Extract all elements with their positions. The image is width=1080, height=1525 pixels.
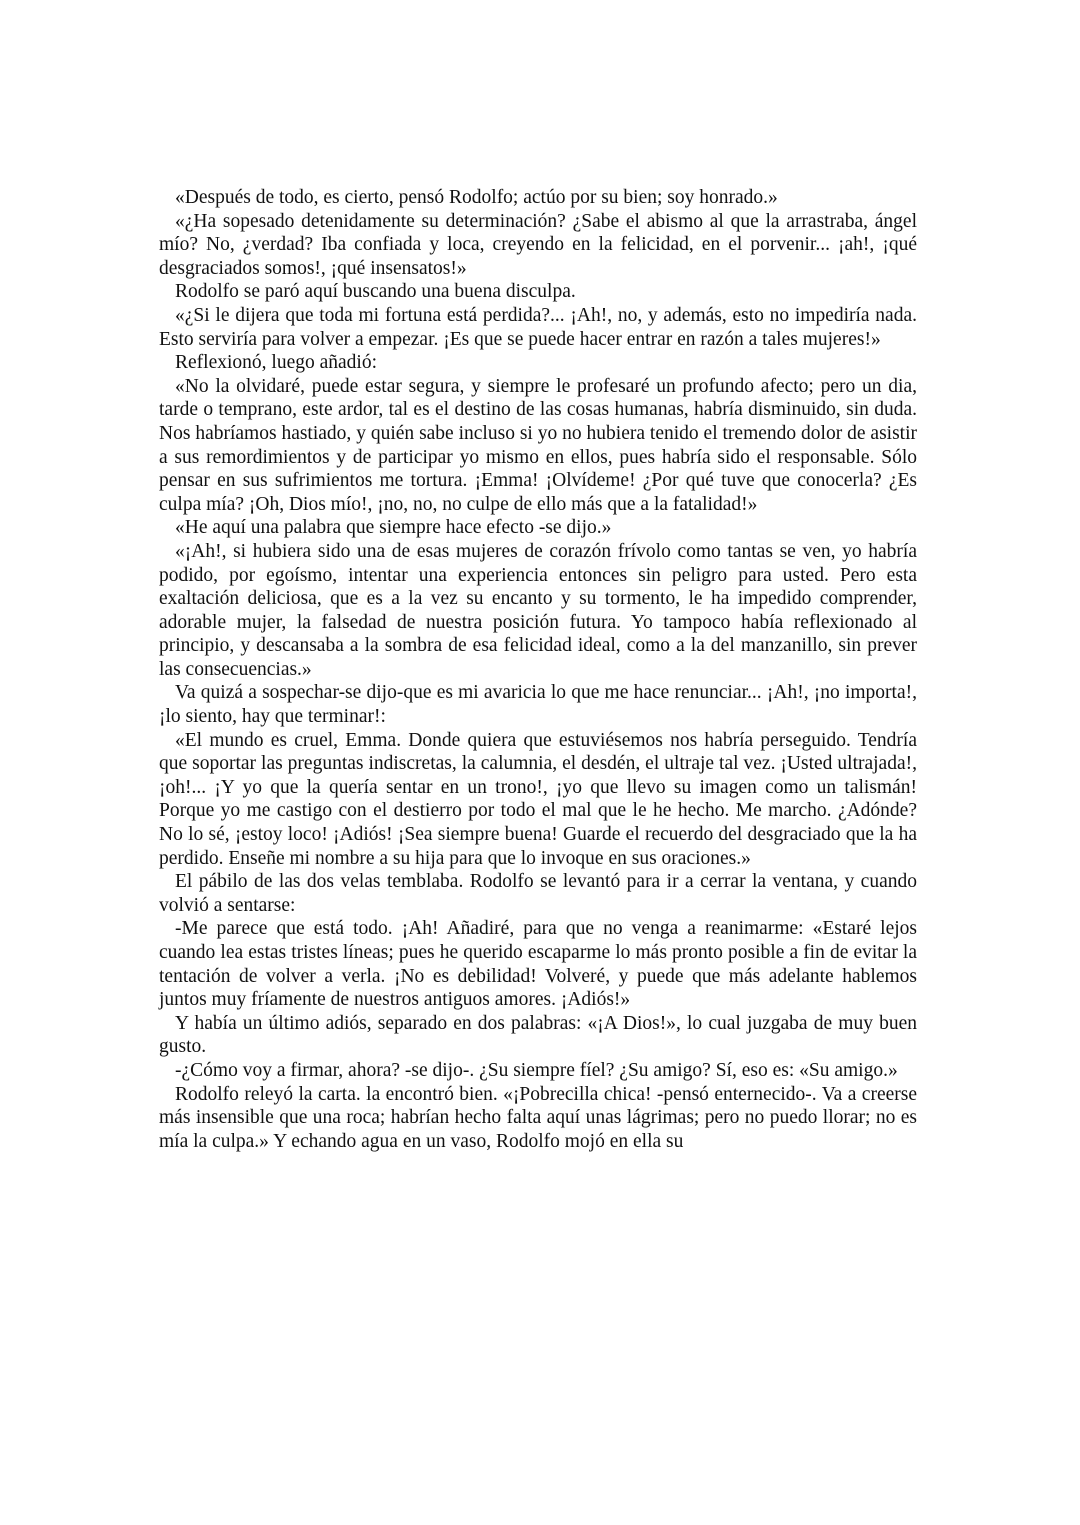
paragraph: «Después de todo, es cierto, pensó Rodolfo; actúo por su bien; soy honrado.» <box>175 187 778 208</box>
paragraph: «¿Si le dijera que toda mi fortuna está perdida?... ¡Ah!, no, y además, esto no impediría nada. Esto serviría para volver a empezar. ¡Es que se puede hacer entrar en razón a tales mujeres!» <box>159 304 917 350</box>
paragraph: Rodolfo se paró aquí buscando una buena disculpa. <box>175 281 576 303</box>
paragraph: «El mundo es cruel, Emma. Donde quiera que estuviésemos nos habría perseguido. Tendría que soportar las preguntas indiscretas, la calumnia, el desdén, el ultraje tal vez. ¡Usted ultrajada!, ¡oh!... ¡Y yo que la quería sentar en un trono!, ¡yo que llevo su imagen como un talismán! Porque yo me castigo con el destierro por todo el mal que le he hecho. Me marcho. ¿Adónde? No lo sé, ¡estoy loco! ¡Adiós! ¡Sea siempre buena! Guarde el recuerdo del desgraciado que la ha perdido. Enseñe mi nombre a su hija para que lo invoque en sus oraciones.» <box>159 729 917 869</box>
paragraph: -¿Cómo voy a firmar, ahora? -se dijo-. ¿Su siempre fíel? ¿Su amigo? Sí, eso es: «Su amigo.» <box>175 1059 898 1081</box>
paragraph: «No la olvidaré, puede estar segura, y siempre le profesaré un profundo afecto; pero un dia, tarde o temprano, este ardor, tal es el destino de las cosas humanas, habría disminuido, sin duda. Nos habríamos hastiado, y quién sabe incluso si yo no hubiera tenido el tremendo dolor de asistir a sus remordimientos y de participar yo mismo en ellos, pues habría sido el responsable. Sólo pensar en sus sufrimientos me tortura. ¡Emma! ¡Olvídeme! ¿Por qué tuve que conocerla? ¿Es culpa mía? ¡Oh, Dios mío!, ¡no, no, no culpe de ello más que a la fatalidad!» <box>159 375 917 515</box>
paragraph: «¡Ah!, si hubiera sido una de esas mujeres de corazón frívolo como tantas se ven, yo habría podido, por egoísmo, intentar una experiencia entonces sin peligro para usted. Pero esta exaltación deliciosa, que es a la vez su encanto y su tormento, le ha impedido comprender, adorable mujer, la falsedad de nuestra posición futura. Yo tampoco había reflexionado al principio, y descansaba a la sombra de esa felicidad ideal, como a la del manzanillo, sin prever las consecuencias.» <box>159 540 917 680</box>
paragraph: «¿Ha sopesado detenidamente su determinación? ¿Sabe el abismo al que la arrastraba, ángel mío? No, ¿verdad? Iba confiada y loca, creyendo en la felicidad, en el porvenir... ¡ah!, ¡qué desgraciados somos!, ¡qué insensatos!» <box>159 210 917 279</box>
paragraph: «He aquí una palabra que siempre hace efecto -se dijo.» <box>175 517 612 539</box>
paragraph: Va quizá a sospechar-se dijo-que es mi avaricia lo que me hace renunciar... ¡Ah!, ¡no importa!, ¡lo siento, hay que terminar!: <box>159 682 917 728</box>
paragraph: El pábilo de las dos velas temblaba. Rodolfo se levantó para ir a cerrar la ventana, y cuando volvió a sentarse: <box>159 871 917 916</box>
paragraph: Y había un último adiós, separado en dos palabras: «¡A Dios!», lo cual juzgaba de muy buen gusto. <box>159 1012 917 1058</box>
paragraph: Rodolfo releyó la carta. la encontró bien. «¡Pobrecilla chica! -pensó enternecido-. Va a creerse más insensible que una roca; habrían hecho falta aquí unas lágrimas; pero no puedo llorar; no es mía la culpa.» Y echando agua en un vaso, Rodolfo mojó en ella su <box>159 1083 917 1152</box>
body-text <box>159 186 917 1153</box>
paragraph: Reflexionó, luego añadió: <box>175 352 377 374</box>
paragraph: -Me parece que está todo. ¡Ah! Añadiré, para que no venga a reanimarme: «Estaré lejos cuando lea estas tristes líneas; pues he querido escaparme lo más pronto posible a fin de evitar la tentación de volver a verla. ¡No es debilidad! Volveré, y puede que más adelante hablemos juntos muy fríamente de nuestros antiguos amores. ¡Adiós!» <box>159 918 917 1011</box>
